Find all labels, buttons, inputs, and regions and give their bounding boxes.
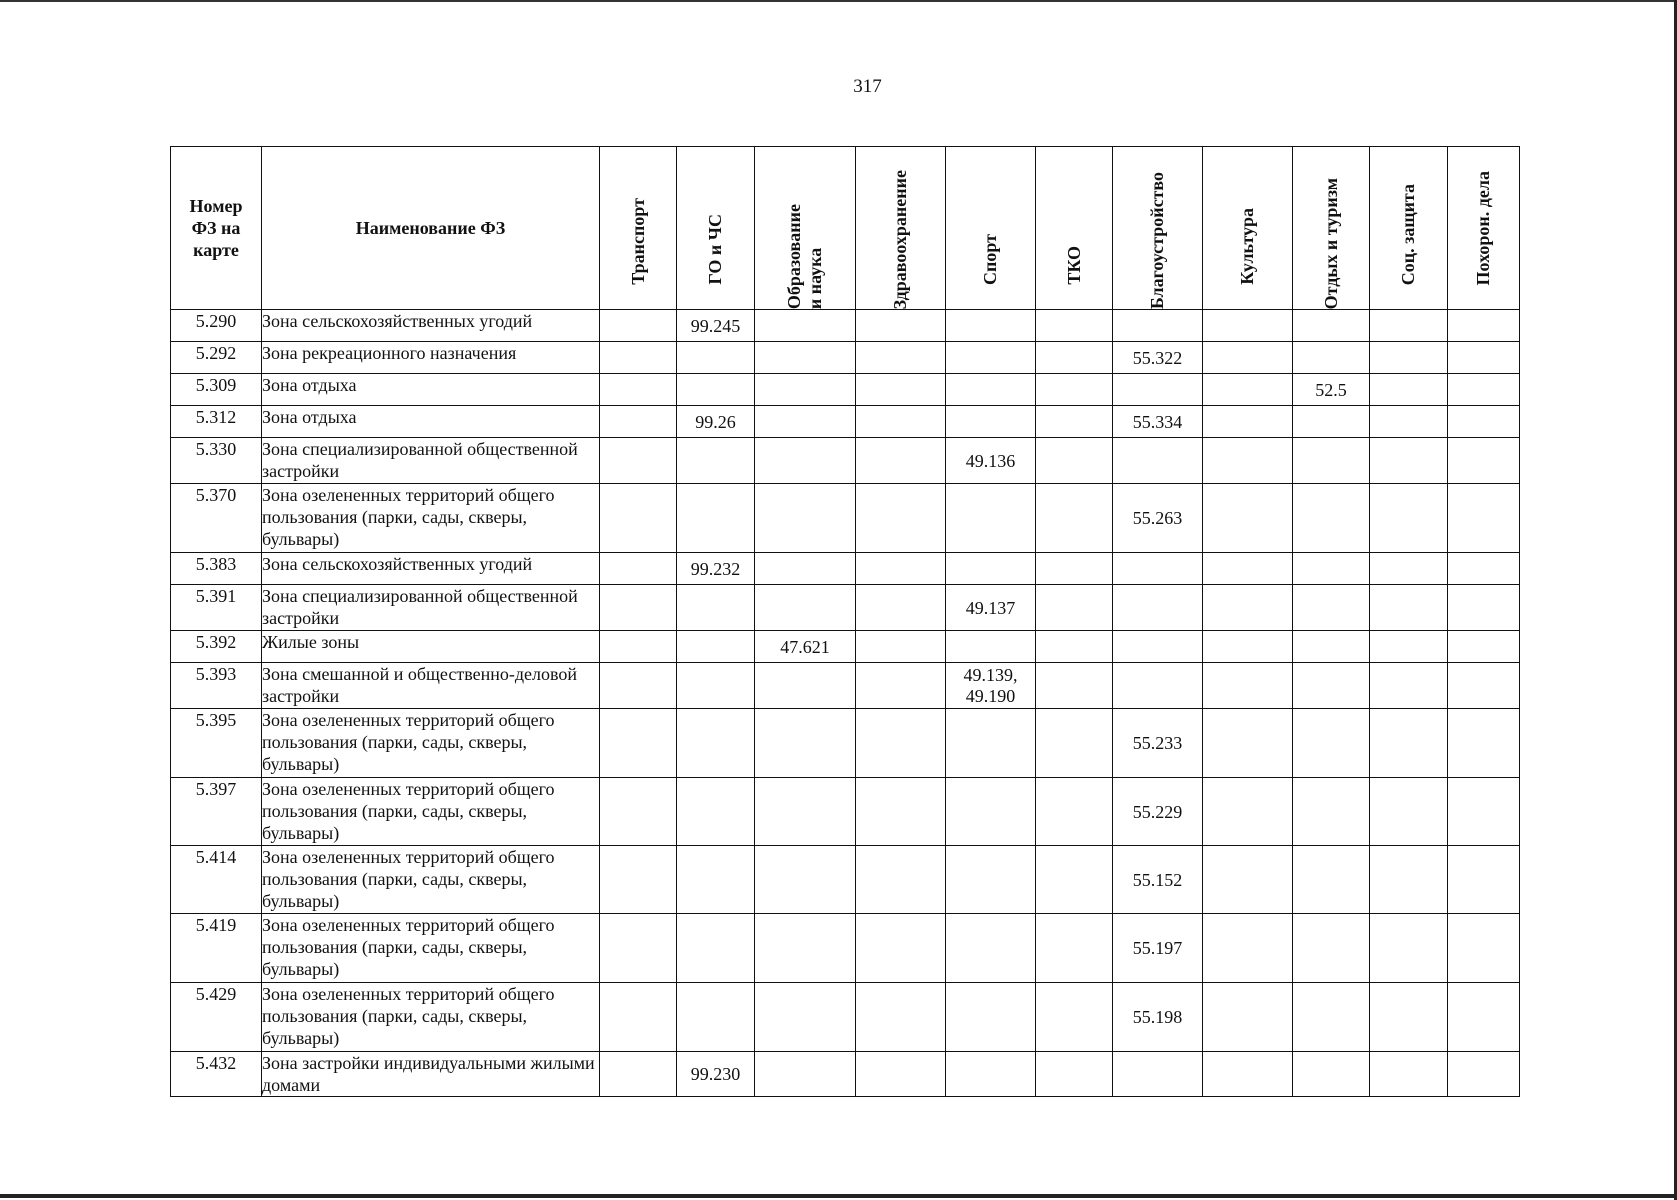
header-transport bbox=[600, 147, 677, 310]
value-cell bbox=[1293, 1052, 1370, 1097]
value-cell bbox=[677, 374, 755, 406]
value-cell bbox=[600, 983, 677, 1052]
value-cell bbox=[755, 983, 856, 1052]
value-cell bbox=[1036, 585, 1113, 631]
value-cell bbox=[755, 438, 856, 484]
value-cell bbox=[1203, 310, 1293, 342]
zone-name-cell: Зона сельскохозяйственных угодий bbox=[262, 310, 600, 342]
value-cell bbox=[1203, 585, 1293, 631]
value-cell bbox=[1293, 778, 1370, 846]
table-row bbox=[171, 484, 1520, 553]
zone-number-cell: 5.391 bbox=[171, 585, 262, 631]
value-cell bbox=[1203, 1052, 1293, 1097]
value-cell bbox=[856, 484, 946, 553]
zone-name-cell: Зона озелененных территорий общего пользования (парки, сады, скверы, бульвары) bbox=[262, 914, 600, 983]
value-cell bbox=[946, 342, 1036, 374]
value-cell bbox=[1293, 553, 1370, 585]
table-row bbox=[171, 663, 1520, 709]
header-number-line: карте bbox=[193, 240, 239, 260]
value-cell bbox=[1113, 631, 1203, 663]
value-cell bbox=[856, 438, 946, 484]
value-cell: 55.233 bbox=[1113, 709, 1203, 778]
zone-name-cell: Зона озелененных территорий общего пользования (парки, сады, скверы, бульвары) bbox=[262, 709, 600, 778]
header-social bbox=[1370, 147, 1448, 310]
value-cell bbox=[946, 914, 1036, 983]
value-cell bbox=[1370, 709, 1448, 778]
value-cell bbox=[1448, 846, 1520, 914]
value-cell bbox=[1203, 778, 1293, 846]
value-cell bbox=[1448, 914, 1520, 983]
value-cell bbox=[1113, 438, 1203, 484]
value-cell: 47.621 bbox=[755, 631, 856, 663]
value-cell bbox=[1448, 1052, 1520, 1097]
value-cell bbox=[1036, 553, 1113, 585]
value-cell bbox=[600, 778, 677, 846]
value-cell bbox=[856, 406, 946, 438]
zone-number-cell: 5.429 bbox=[171, 983, 262, 1052]
value-cell bbox=[1036, 631, 1113, 663]
value-cell bbox=[1113, 374, 1203, 406]
header-improvement bbox=[1113, 147, 1203, 310]
value-cell bbox=[856, 983, 946, 1052]
value-cell bbox=[946, 484, 1036, 553]
value-cell bbox=[1370, 914, 1448, 983]
table-body bbox=[171, 310, 1520, 1097]
value-cell bbox=[1203, 983, 1293, 1052]
value-cell bbox=[1370, 846, 1448, 914]
value-cell bbox=[755, 553, 856, 585]
value-cell bbox=[600, 663, 677, 709]
value-cell bbox=[856, 778, 946, 846]
value-cell bbox=[677, 342, 755, 374]
value-cell bbox=[946, 310, 1036, 342]
value-cell: 55.229 bbox=[1113, 778, 1203, 846]
value-cell bbox=[856, 914, 946, 983]
zones-table bbox=[170, 146, 1520, 1097]
header-recreation-label: Отдых и туризм bbox=[1320, 177, 1341, 309]
value-cell: 99.230 bbox=[677, 1052, 755, 1097]
zone-name-cell: Зона специализированной общественной застройки bbox=[262, 585, 600, 631]
header-culture bbox=[1203, 147, 1293, 310]
value-cell bbox=[1370, 553, 1448, 585]
zone-name-cell: Зона специализированной общественной застройки bbox=[262, 438, 600, 484]
value-cell: 55.334 bbox=[1113, 406, 1203, 438]
zone-number-cell: 5.397 bbox=[171, 778, 262, 846]
value-cell bbox=[1448, 374, 1520, 406]
value-cell bbox=[1203, 438, 1293, 484]
zone-number-cell: 5.432 bbox=[171, 1052, 262, 1097]
value-cell bbox=[677, 585, 755, 631]
header-civil-defense bbox=[677, 147, 755, 310]
value-cell bbox=[856, 1052, 946, 1097]
value-cell bbox=[600, 631, 677, 663]
value-cell bbox=[600, 406, 677, 438]
table-row bbox=[171, 778, 1520, 846]
value-cell bbox=[946, 983, 1036, 1052]
value-cell bbox=[755, 310, 856, 342]
value-cell bbox=[1293, 663, 1370, 709]
value-cell bbox=[1448, 631, 1520, 663]
value-cell bbox=[1293, 585, 1370, 631]
table-row bbox=[171, 406, 1520, 438]
value-cell bbox=[946, 553, 1036, 585]
value-cell bbox=[600, 709, 677, 778]
value-cell bbox=[1203, 663, 1293, 709]
value-cell bbox=[600, 585, 677, 631]
value-cell bbox=[1293, 983, 1370, 1052]
value-cell bbox=[856, 846, 946, 914]
value-cell bbox=[1036, 846, 1113, 914]
value-cell: 49.136 bbox=[946, 438, 1036, 484]
header-funeral-label: Похорон. дела bbox=[1473, 170, 1493, 285]
value-cell bbox=[1036, 709, 1113, 778]
value-cell bbox=[1448, 778, 1520, 846]
value-cell bbox=[600, 553, 677, 585]
value-cell bbox=[1113, 553, 1203, 585]
value-cell bbox=[755, 1052, 856, 1097]
value-cell bbox=[1293, 406, 1370, 438]
value-cell bbox=[600, 342, 677, 374]
value-cell bbox=[1036, 1052, 1113, 1097]
value-cell bbox=[856, 342, 946, 374]
value-cell bbox=[1203, 553, 1293, 585]
value-cell bbox=[1203, 374, 1293, 406]
header-number-line: Номер bbox=[189, 196, 243, 216]
value-cell bbox=[1203, 709, 1293, 778]
value-cell bbox=[1370, 342, 1448, 374]
value-cell bbox=[1036, 663, 1113, 709]
value-cell: 52.5 bbox=[1293, 374, 1370, 406]
value-cell bbox=[1113, 663, 1203, 709]
value-cell bbox=[600, 484, 677, 553]
value-cell bbox=[1370, 374, 1448, 406]
value-cell bbox=[677, 709, 755, 778]
value-cell bbox=[1113, 585, 1203, 631]
table-row bbox=[171, 846, 1520, 914]
zone-number-cell: 5.392 bbox=[171, 631, 262, 663]
value-cell bbox=[600, 1052, 677, 1097]
scan-edge-top bbox=[0, 0, 1677, 2]
zone-number-cell: 5.309 bbox=[171, 374, 262, 406]
value-cell bbox=[1036, 406, 1113, 438]
value-cell bbox=[856, 709, 946, 778]
value-cell bbox=[677, 778, 755, 846]
value-cell bbox=[677, 914, 755, 983]
value-cell bbox=[1203, 914, 1293, 983]
value-cell bbox=[1293, 438, 1370, 484]
header-healthcare bbox=[856, 147, 946, 310]
value-cell bbox=[1293, 709, 1370, 778]
value-cell bbox=[1113, 310, 1203, 342]
value-cell bbox=[1293, 914, 1370, 983]
table-row bbox=[171, 631, 1520, 663]
value-cell bbox=[856, 310, 946, 342]
value-cell bbox=[1293, 631, 1370, 663]
value-cell bbox=[1036, 778, 1113, 846]
zone-name-cell: Зона озелененных территорий общего пользования (парки, сады, скверы, бульвары) bbox=[262, 846, 600, 914]
value-cell bbox=[755, 846, 856, 914]
header-name: Наименование ФЗ bbox=[262, 147, 600, 310]
value-cell bbox=[677, 983, 755, 1052]
value-cell bbox=[1370, 631, 1448, 663]
value-cell bbox=[677, 484, 755, 553]
value-cell bbox=[946, 846, 1036, 914]
value-cell bbox=[1113, 1052, 1203, 1097]
value-cell bbox=[856, 585, 946, 631]
page-number: 317 bbox=[853, 76, 882, 97]
header-education-label bbox=[784, 204, 826, 309]
value-cell bbox=[1036, 374, 1113, 406]
value-cell bbox=[946, 709, 1036, 778]
value-cell bbox=[1448, 709, 1520, 778]
value-cell bbox=[856, 663, 946, 709]
header-number-line: ФЗ на bbox=[191, 218, 241, 238]
value-cell bbox=[1448, 484, 1520, 553]
value-cell bbox=[677, 438, 755, 484]
table-row bbox=[171, 342, 1520, 374]
zone-number-cell: 5.383 bbox=[171, 553, 262, 585]
value-cell bbox=[755, 778, 856, 846]
value-cell bbox=[677, 663, 755, 709]
value-cell bbox=[755, 709, 856, 778]
header-funeral bbox=[1448, 147, 1520, 310]
header-education-line: Образование bbox=[784, 203, 804, 309]
value-cell bbox=[1203, 342, 1293, 374]
value-cell bbox=[1448, 310, 1520, 342]
header-number bbox=[171, 147, 262, 310]
zone-name-cell: Жилые зоны bbox=[262, 631, 600, 663]
value-cell bbox=[856, 631, 946, 663]
value-cell bbox=[1370, 406, 1448, 438]
value-cell bbox=[1036, 310, 1113, 342]
table-row bbox=[171, 310, 1520, 342]
table-row bbox=[171, 438, 1520, 484]
header-education-line: и наука bbox=[805, 247, 825, 309]
value-cell: 99.245 bbox=[677, 310, 755, 342]
value-cell bbox=[1448, 553, 1520, 585]
value-cell: 99.26 bbox=[677, 406, 755, 438]
header-waste-label: ТКО bbox=[1063, 246, 1084, 285]
table-row bbox=[171, 709, 1520, 778]
zone-name-cell: Зона смешанной и общественно-деловой застройки bbox=[262, 663, 600, 709]
value-cell: 99.232 bbox=[677, 553, 755, 585]
value-cell bbox=[1370, 585, 1448, 631]
zone-number-cell: 5.414 bbox=[171, 846, 262, 914]
value-cell bbox=[600, 846, 677, 914]
value-cell bbox=[1370, 778, 1448, 846]
value-cell bbox=[755, 342, 856, 374]
header-recreation bbox=[1293, 147, 1370, 310]
value-cell bbox=[1370, 663, 1448, 709]
value-cell: 55.198 bbox=[1113, 983, 1203, 1052]
zone-number-cell: 5.370 bbox=[171, 484, 262, 553]
zone-name-cell: Зона озелененных территорий общего пользования (парки, сады, скверы, бульвары) bbox=[262, 484, 600, 553]
value-cell bbox=[1203, 631, 1293, 663]
value-cell bbox=[755, 585, 856, 631]
value-cell bbox=[1293, 484, 1370, 553]
value-cell bbox=[1036, 983, 1113, 1052]
header-civil-defense-label: ГО и ЧС bbox=[705, 214, 725, 285]
value-cell bbox=[600, 438, 677, 484]
value-cell bbox=[1036, 484, 1113, 553]
value-cell bbox=[1448, 438, 1520, 484]
header-healthcare-label: Здравоохранение bbox=[890, 169, 910, 309]
scan-edge-bottom bbox=[0, 1194, 1677, 1198]
value-cell bbox=[856, 553, 946, 585]
value-cell bbox=[1448, 663, 1520, 709]
zone-number-cell: 5.395 bbox=[171, 709, 262, 778]
table-row bbox=[171, 374, 1520, 406]
value-cell bbox=[1370, 983, 1448, 1052]
header-culture-label: Культура bbox=[1237, 208, 1257, 285]
value-cell: 55.197 bbox=[1113, 914, 1203, 983]
value-cell bbox=[600, 374, 677, 406]
value-cell bbox=[1203, 406, 1293, 438]
value-cell bbox=[1036, 438, 1113, 484]
value-cell bbox=[946, 1052, 1036, 1097]
value-cell bbox=[1448, 342, 1520, 374]
header-social-label: Соц. защита bbox=[1398, 183, 1418, 285]
value-cell bbox=[1448, 983, 1520, 1052]
zone-number-cell: 5.393 bbox=[171, 663, 262, 709]
value-cell bbox=[1293, 342, 1370, 374]
value-cell bbox=[755, 406, 856, 438]
zone-name-cell: Зона озелененных территорий общего пользования (парки, сады, скверы, бульвары) bbox=[262, 983, 600, 1052]
zone-number-cell: 5.330 bbox=[171, 438, 262, 484]
zone-number-cell: 5.290 bbox=[171, 310, 262, 342]
value-cell bbox=[1036, 342, 1113, 374]
header-improvement-label: Благоустройство bbox=[1147, 171, 1167, 309]
value-cell bbox=[946, 374, 1036, 406]
zone-number-cell: 5.312 bbox=[171, 406, 262, 438]
value-cell bbox=[755, 663, 856, 709]
zone-name-cell: Зона отдыха bbox=[262, 374, 600, 406]
value-cell bbox=[1293, 846, 1370, 914]
value-cell bbox=[600, 310, 677, 342]
table-row bbox=[171, 914, 1520, 983]
value-cell bbox=[946, 631, 1036, 663]
zone-number-cell: 5.419 bbox=[171, 914, 262, 983]
value-cell: 49.137 bbox=[946, 585, 1036, 631]
value-cell bbox=[946, 778, 1036, 846]
value-cell bbox=[1370, 1052, 1448, 1097]
zone-name-cell: Зона отдыха bbox=[262, 406, 600, 438]
zone-name-cell: Зона застройки индивидуальными жилыми домами bbox=[262, 1052, 600, 1097]
value-cell bbox=[1203, 484, 1293, 553]
header-sport-label: Спорт bbox=[980, 234, 1000, 285]
value-cell bbox=[1370, 484, 1448, 553]
value-cell bbox=[1370, 310, 1448, 342]
zone-name-cell: Зона озелененных территорий общего пользования (парки, сады, скверы, бульвары) bbox=[262, 778, 600, 846]
value-cell bbox=[755, 374, 856, 406]
header-education bbox=[755, 147, 856, 310]
value-cell bbox=[856, 374, 946, 406]
table-row bbox=[171, 983, 1520, 1052]
table-row bbox=[171, 585, 1520, 631]
value-cell bbox=[1203, 846, 1293, 914]
value-cell bbox=[1036, 914, 1113, 983]
value-cell bbox=[677, 631, 755, 663]
zone-number-cell: 5.292 bbox=[171, 342, 262, 374]
value-cell: 49.139, 49.190 bbox=[946, 663, 1036, 709]
value-cell bbox=[946, 406, 1036, 438]
zone-name-cell: Зона рекреационного назначения bbox=[262, 342, 600, 374]
header-transport-label: Транспорт bbox=[627, 198, 648, 285]
value-cell bbox=[1370, 438, 1448, 484]
zone-name-cell: Зона сельскохозяйственных угодий bbox=[262, 553, 600, 585]
value-cell bbox=[755, 484, 856, 553]
value-cell bbox=[755, 914, 856, 983]
table-row bbox=[171, 553, 1520, 585]
table-row bbox=[171, 1052, 1520, 1097]
value-cell bbox=[1448, 585, 1520, 631]
value-cell bbox=[600, 914, 677, 983]
value-cell: 55.152 bbox=[1113, 846, 1203, 914]
table-header-row bbox=[171, 147, 1520, 310]
value-cell bbox=[677, 846, 755, 914]
header-sport bbox=[946, 147, 1036, 310]
value-cell: 55.263 bbox=[1113, 484, 1203, 553]
value-cell: 55.322 bbox=[1113, 342, 1203, 374]
value-cell bbox=[1293, 310, 1370, 342]
value-cell bbox=[1448, 406, 1520, 438]
header-waste bbox=[1036, 147, 1113, 310]
